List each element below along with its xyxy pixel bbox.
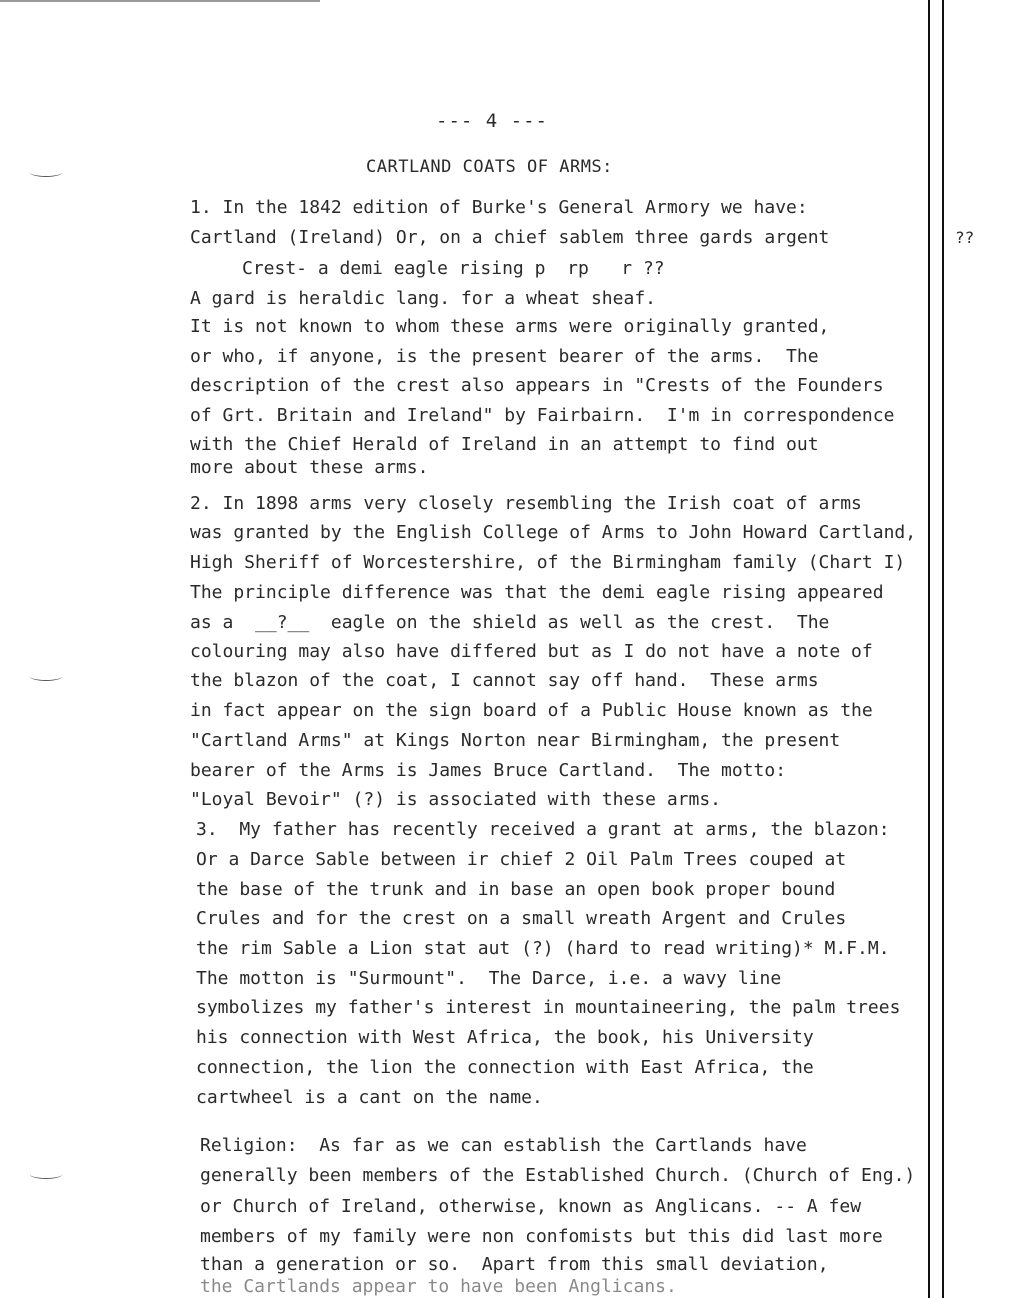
text-line: Crules and for the crest on a small wreath Argent and Crules — [196, 908, 847, 929]
page-title: CARTLAND COATS OF ARMS: — [366, 157, 613, 177]
margin-rule-right — [942, 0, 944, 1298]
punch-mark — [30, 168, 62, 177]
text-line: "Cartland Arms" at Kings Norton near Birmingham, the present — [190, 730, 841, 751]
text-line: or Church of Ireland, otherwise, known as Anglicans. -- A few — [200, 1196, 862, 1217]
text-line: than a generation or so. Apart from this small deviation, — [200, 1254, 829, 1275]
text-line: of Grt. Britain and Ireland" by Fairbairn. I'm in correspondence — [190, 405, 895, 426]
text-line: the blazon of the coat, I cannot say off hand. These arms — [190, 670, 819, 691]
text-line: the base of the trunk and in base an open book proper bound — [196, 879, 836, 900]
text-line: in fact appear on the sign board of a Public House known as the — [190, 700, 873, 721]
text-line: 1. In the 1842 edition of Burke's General Armory we have: — [190, 197, 808, 218]
text-line: members of my family were non confomists but this did last more — [200, 1226, 883, 1247]
text-line: the rim Sable a Lion stat aut (?) (hard to read writing)* M.F.M. — [196, 938, 890, 959]
text-line: Religion: As far as we can establish the Cartlands have — [200, 1135, 807, 1156]
text-line: It is not known to whom these arms were originally granted, — [190, 316, 830, 337]
page-number: --- 4 --- — [436, 110, 548, 132]
text-line: Crest- a demi eagle rising p rp r ?? — [242, 258, 665, 279]
text-line: his connection with West Africa, the book, his University — [196, 1027, 814, 1048]
text-line: Cartland (Ireland) Or, on a chief sablem three gards argent — [190, 227, 830, 248]
text-line: was granted by the English College of Arms to John Howard Cartland, — [190, 522, 917, 543]
top-rule — [0, 0, 320, 2]
margin-note: ?? — [955, 228, 975, 247]
text-line: "Loyal Bevoir" (?) is associated with these arms. — [190, 789, 722, 810]
text-line: Or a Darce Sable between ir chief 2 Oil Palm Trees couped at — [196, 849, 847, 870]
text-line: connection, the lion the connection with East Africa, the — [196, 1057, 814, 1078]
margin-rule-left — [928, 0, 930, 1298]
punch-mark — [30, 672, 62, 681]
text-line: 3. My father has recently received a grant at arms, the blazon: — [196, 819, 890, 840]
text-line: or who, if anyone, is the present bearer of the arms. The — [190, 346, 819, 367]
text-line: with the Chief Herald of Ireland in an attempt to find out — [190, 434, 819, 455]
text-line: A gard is heraldic lang. for a wheat sheaf. — [190, 288, 656, 309]
text-line: High Sheriff of Worcestershire, of the Birmingham family (Chart I) — [190, 552, 906, 573]
text-line: 2. In 1898 arms very closely resembling the Irish coat of arms — [190, 493, 862, 514]
text-line: generally been members of the Established Church. (Church of Eng.) — [200, 1165, 916, 1186]
text-line: The motton is "Surmount". The Darce, i.e. a wavy line — [196, 968, 782, 989]
punch-mark — [30, 1170, 62, 1179]
text-line: The principle difference was that the demi eagle rising appeared — [190, 582, 884, 603]
text-line: bearer of the Arms is James Bruce Cartland. The motto: — [190, 760, 787, 781]
text-line: description of the crest also appears in "Crests of the Founders — [190, 375, 884, 396]
text-line: colouring may also have differed but as I do not have a note of — [190, 641, 873, 662]
text-line: symbolizes my father's interest in mountaineering, the palm trees — [196, 997, 901, 1018]
text-line: cartwheel is a cant on the name. — [196, 1087, 543, 1108]
text-line: the Cartlands appear to have been Anglicans. — [200, 1276, 677, 1297]
text-line: more about these arms. — [190, 457, 429, 478]
text-line: as a __?__ eagle on the shield as well as the crest. The — [190, 612, 830, 633]
